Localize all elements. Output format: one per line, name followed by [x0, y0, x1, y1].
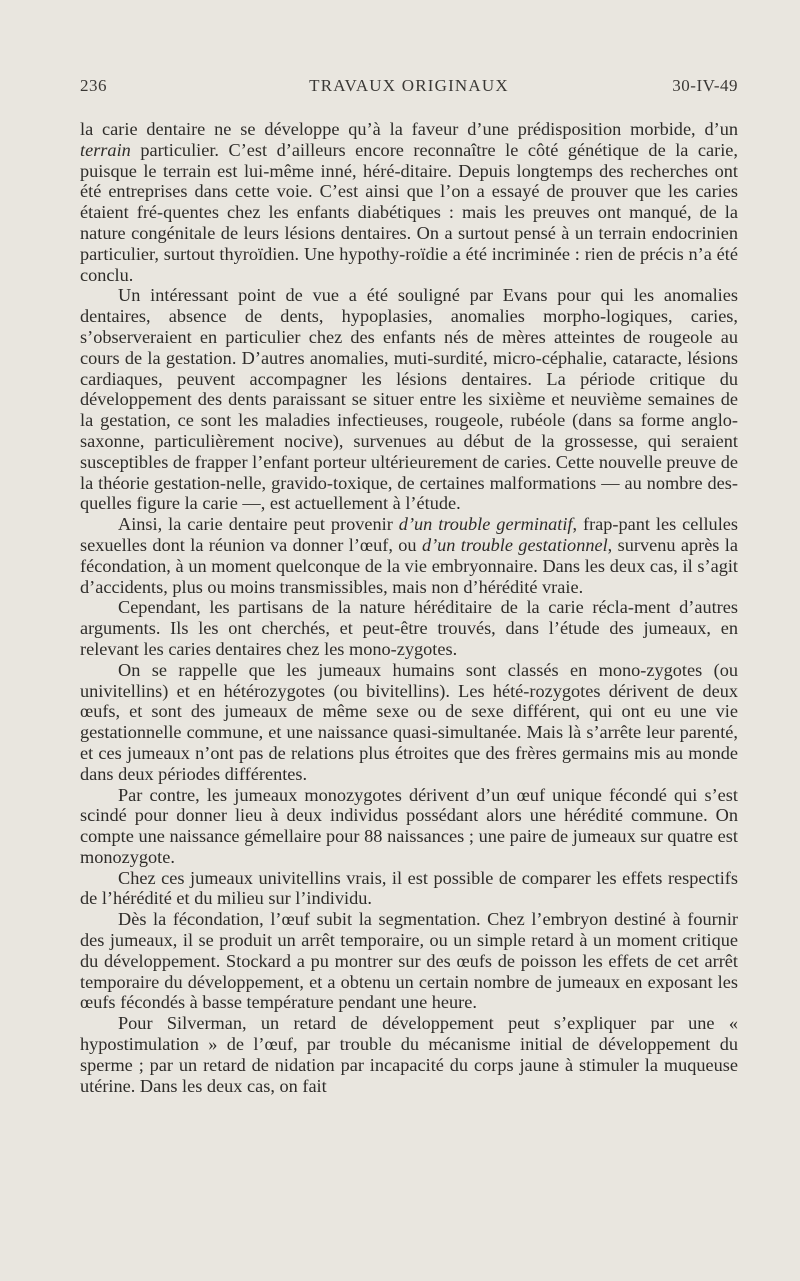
paragraph: Chez ces jumeaux univitellins vrais, il est possible de comparer les effets respectifs de l’hérédité et du milieu sur l’individu.	[80, 867, 738, 909]
page-number: 236	[80, 76, 107, 95]
paragraph: Pour Silverman, un retard de développement peut s’expliquer par une « hypostimulation » de l’œuf, par trouble du mécanisme initial de développement du sperme ; par un retard de nidation par incapacité du corps jaune à stimuler la muqueuse utérine. Dans les deux cas, on fait	[80, 1013, 738, 1096]
article-body	[80, 119, 738, 1096]
journal-title: TRAVAUX ORIGINAUX	[309, 76, 509, 95]
paragraph: Par contre, les jumeaux monozygotes dérivent d’un œuf unique fécondé qui s’est scindé pour donner lieu à deux individus possédant alors une hérédité commune. On compte une naissance gémellaire pour 88 naissances ; une paire de jumeaux sur quatre est monozygote.	[80, 784, 738, 867]
issue-date: 30-IV-49	[672, 76, 738, 95]
paragraph: Ainsi, la carie dentaire peut provenir d’un trouble germinatif, frap-pant les cellules sexuelles dont la réunion va donner l’œuf, ou d’un trouble gestationnel, survenu après la fécondation, à un moment quelconque de la vie embryonnaire. Dans les deux cas, il s’agit d’accidents, plus ou moins transmissibles, mais non d’hérédité vraie.	[80, 514, 738, 597]
paragraph: Un intéressant point de vue a été souligné par Evans pour qui les anomalies dentaires, absence de dents, hypoplasies, anomalies morpho-logiques, caries, s’observeraient en particulier chez des enfants nés de mères atteintes de rougeole au cours de la gestation. D’autres anomalies, muti-surdité, micro-céphalie, cataracte, lésions cardiaques, peuvent accompagner les lésions dentaires. La période critique du développement des dents paraissant se situer entre les sixième et neuvième semaines de la gestation, ce sont les maladies infectieuses, rougeole, rubéole (dans sa forme anglo-saxonne, particulièrement nocive), survenues au début de la grossesse, qui seraient susceptibles de frapper l’enfant porteur ultérieurement de caries. Cette nouvelle preuve de la théorie gestation-nelle, gravido-toxique, de certaines malformations — au nombre des-quelles figure la carie —, est actuellement à l’étude.	[80, 285, 738, 514]
running-header	[80, 76, 738, 100]
paragraph: Dès la fécondation, l’œuf subit la segmentation. Chez l’embryon destiné à fournir des jumeaux, il se produit un arrêt temporaire, ou un simple retard à un moment critique du développement. Stockard a pu montrer sur des œufs de poisson les effets de cet arrêt temporaire du développement, et a obtenu un certain nombre de jumeaux en exposant les œufs fécondés à basse température pendant une heure.	[80, 909, 738, 1013]
paragraph: On se rappelle que les jumeaux humains sont classés en mono-zygotes (ou univitellins) et en hétérozygotes (ou bivitellins). Les hété-rozygotes dérivent de deux œufs, et sont des jumeaux de même sexe ou de sexe différent, qui ont eu une vie gestationnelle commune, et une naissance quasi-simultanée. Mais là s’arrête leur parenté, et ces jumeaux n’ont pas de relations plus étroites que des frères germains mis au monde dans deux périodes différentes.	[80, 659, 738, 784]
paragraph: la carie dentaire ne se développe qu’à la faveur d’une prédisposition morbide, d’un terrain particulier. C’est d’ailleurs encore reconnaître le côté génétique de la carie, puisque le terrain est lui-même inné, héré-ditaire. Depuis longtemps des recherches ont été entreprises dans cette voie. C’est ainsi que l’on a essayé de prouver que les caries étaient fré-quentes chez les enfants diabétiques : mais les preuves ont manqué, de la nature congénitale de leurs lésions dentaires. On a surtout pensé à un terrain endocrinien particulier, surtout thyroïdien. Une hypothy-roïdie a été incriminée : rien de précis n’a été conclu.	[80, 119, 738, 285]
paragraph: Cependant, les partisans de la nature héréditaire de la carie récla-ment d’autres arguments. Ils les ont cherchés, et peut-être trouvés, dans l’étude des jumeaux, en relevant les caries dentaires chez les mono-zygotes.	[80, 597, 738, 659]
